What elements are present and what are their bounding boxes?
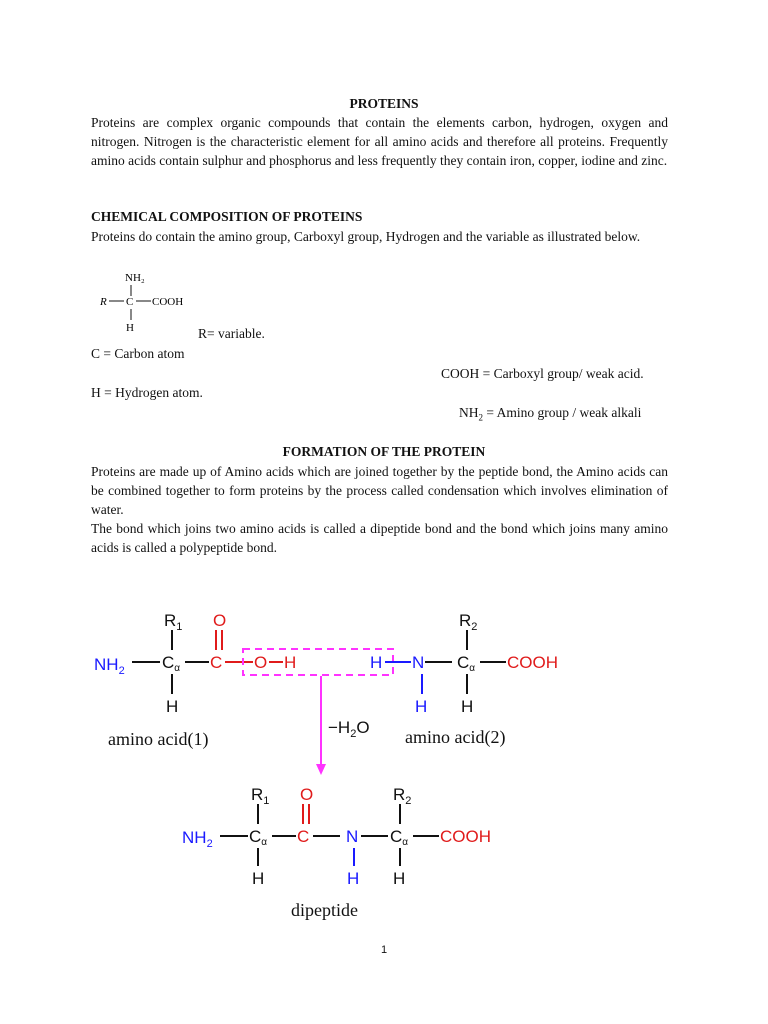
carbonyl-c-1: C — [210, 653, 223, 672]
section-heading-formation: FORMATION OF THE PROTEIN — [282, 444, 486, 459]
legend-r-variable: R= variable. — [198, 326, 265, 341]
dipeptide-cooh: COOH — [440, 827, 491, 846]
r2-label: $R_2$ — [459, 611, 478, 633]
dipeptide-oxygen: O — [300, 785, 314, 804]
intro-paragraph: Proteins are complex organic compounds that contain the elements carbon, hydrogen, oxygen and nitrogen. Nitrogen is the characteristic element for all amino acids and therefore all proteins. Frequently amino acids contain sulphur and phosphorus and less frequently they contain iron, copper, iodine and zinc. — [91, 115, 668, 168]
amino-acid-1-label: amino acid(1) — [108, 729, 209, 749]
dipeptide-h-n: H — [347, 869, 360, 888]
page-number: 1 — [380, 944, 388, 956]
dipeptide-calpha-1: Cα — [249, 827, 268, 848]
dipeptide-n: N — [346, 827, 359, 846]
dipeptide-h-1: H — [252, 869, 265, 888]
section-heading-composition: CHEMICAL COMPOSITION OF PROTEINS — [91, 209, 363, 224]
dipeptide-nh2: $NH_2$ — [182, 828, 213, 850]
dipeptide-r2: $R_2$ — [393, 785, 412, 807]
cooh-2: COOH — [507, 653, 558, 672]
dipeptide-h-2: H — [393, 869, 406, 888]
calpha-1: Cα — [162, 653, 181, 674]
legend-amino: $NH_2 = Amino$ group / weak alkali — [459, 405, 642, 423]
legend-carboxyl: COOH = Carboxyl group/ weak acid. — [441, 366, 644, 381]
dipeptide-carbonyl-c: C — [297, 827, 310, 846]
dipeptide-label: dipeptide — [291, 900, 358, 920]
amine-h: H — [370, 653, 383, 672]
r1-label: $R_1$ — [164, 611, 183, 633]
amine-h-2: H — [415, 697, 428, 716]
structure-r: R — [100, 296, 107, 308]
nh2-1: $NH_2$ — [94, 655, 125, 677]
legend-hydrogen: H = Hydrogen atom. — [91, 385, 203, 400]
amino-acid-2-label: amino acid(2) — [405, 727, 506, 747]
dipeptide-r1: $R_1$ — [251, 785, 270, 807]
page-title: PROTEINS — [349, 96, 419, 111]
structure-c: C — [126, 296, 134, 308]
oxygen-1: O — [213, 611, 227, 630]
h-2: H — [461, 697, 474, 716]
h-1: H — [166, 697, 179, 716]
structure-nh2: NH₂ — [125, 272, 145, 284]
formation-paragraph-1: Proteins are made up of Amino acids which are joined together by the peptide bond, the Amino acids can be combined together to form proteins by the process called condensation which involves elimination of water. — [91, 464, 668, 517]
hydroxyl-o: O — [254, 653, 268, 672]
amino-acid-general-structure — [96, 268, 206, 336]
composition-paragraph: Proteins do contain the amino group, Carboxyl group, Hydrogen and the variable as illustrated below. — [91, 229, 641, 244]
formation-paragraph-2: The bond which joins two amino acids is called a dipeptide bond and the bond which joins many amino acids is called a polypeptide bond. — [91, 521, 668, 555]
structure-h: H — [126, 322, 134, 334]
amine-n: N — [412, 653, 425, 672]
structure-cooh: COOH — [152, 296, 184, 308]
arrow-head-icon — [316, 764, 326, 775]
dipeptide-calpha-2: Cα — [390, 827, 409, 848]
legend-carbon: C = Carbon atom — [91, 346, 185, 361]
peptide-bond-diagram — [88, 600, 588, 930]
calpha-2: Cα — [457, 653, 476, 674]
water-label: $-H_2O$ — [328, 718, 370, 740]
hydroxyl-h: H — [284, 653, 297, 672]
